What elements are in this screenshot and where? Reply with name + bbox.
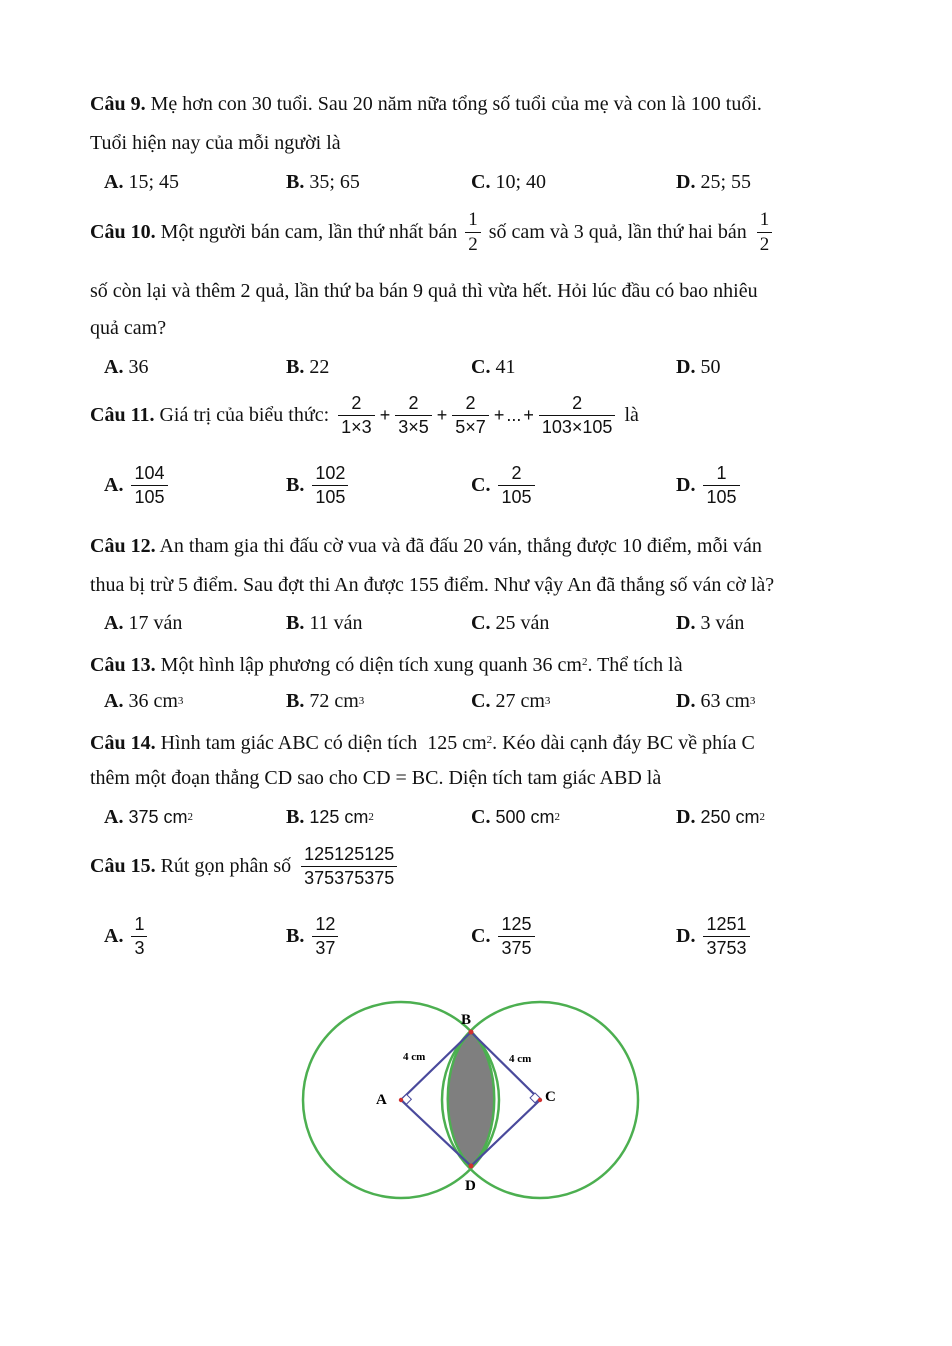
q11-plus-3: +	[493, 404, 505, 425]
q10-fraction-2: $\frac{1}{2}$	[757, 210, 773, 255]
q14-text-1b: . Kéo dài cạnh đáy BC về phía C	[492, 732, 755, 754]
q14-text-2: thêm một đoạn thẳng CD sao cho CD = BC. Diện tích tam giác ABD là	[90, 767, 662, 789]
q13-option-d: D. 63 cm 3	[676, 690, 756, 712]
q11-label: Câu 11.	[90, 403, 155, 426]
q11-dots: ...	[506, 404, 522, 425]
q14-option-b: B. 125 cm 2	[286, 806, 374, 828]
q12-text-1: An tham gia thi đấu cờ vua và đã đấu 20 ván, thắng được 10 điểm, mỗi ván	[159, 535, 762, 557]
q15-label: Câu 15.	[90, 854, 156, 877]
q11-term-2: $\frac{2}{3\times 5}$	[395, 394, 432, 437]
q13-option-b: B. 72 cm 3	[286, 690, 365, 712]
label-b: B	[461, 1012, 472, 1028]
q12-option-b: B. 11 ván	[286, 612, 363, 634]
q14-option-a: A. 375 cm 2	[104, 806, 193, 828]
q11-option-c: C. $\frac{2}{105}$	[471, 464, 539, 507]
point-d	[469, 1164, 474, 1169]
q15-option-b: B. $\frac{12}{37}$	[286, 915, 342, 958]
q15-option-a: A. $\frac{1}{3}$	[104, 915, 151, 958]
q10-option-c: C. 41	[471, 356, 516, 378]
q9-option-b: B. 35; 65	[286, 171, 360, 193]
q11-plus-4: +	[523, 404, 534, 425]
label-a: A	[376, 1092, 387, 1108]
q10-option-b: B. 22	[286, 356, 330, 378]
q12-label: Câu 12.	[90, 535, 156, 557]
q14-label: Câu 14.	[90, 732, 156, 754]
q14-text-1a: Hình tam giác ABC có diện tích	[160, 732, 418, 754]
label-d: D	[465, 1178, 476, 1194]
q10-text-1a: Một người bán cam, lần thứ nhất bán	[160, 220, 458, 243]
q11-text: Giá trị của biểu thức:	[159, 403, 330, 426]
q15-fraction: $\frac{125125125}{375375375}$	[301, 845, 397, 888]
q14-line-1	[90, 728, 755, 755]
q10-text-1b: số cam và 3 quả, lần thứ hai bán	[488, 220, 747, 243]
q13-text-b: . Thể tích là	[587, 654, 683, 676]
q11-line	[90, 394, 639, 437]
label-c: C	[545, 1089, 556, 1105]
q9-label: Câu 9.	[90, 93, 146, 115]
geometry-figure	[296, 1000, 646, 1200]
point-b	[469, 1030, 474, 1035]
side-label-left: 4 cm	[403, 1051, 426, 1063]
q11-option-d: D. $\frac{1}{105}$	[676, 464, 744, 507]
q13-area: 36 $cm^2$	[532, 654, 588, 676]
q9-text-2: Tuổi hiện nay của mỗi người là	[90, 132, 341, 154]
q12-option-d: D. 3 ván	[676, 612, 745, 634]
q11-option-b: B. $\frac{102}{105}$	[286, 464, 352, 507]
q14-option-d: D. 250 cm 2	[676, 806, 765, 828]
q11-term-3: $\frac{2}{5\times 7}$	[452, 394, 489, 437]
q13-text-a: Một hình lập phương có diện tích xung quanh	[160, 654, 528, 676]
q10-line-1	[90, 210, 772, 255]
q14-area: 125 $cm^2$	[427, 732, 493, 754]
point-a	[399, 1098, 403, 1102]
q15-line	[90, 845, 401, 888]
q11-term-4: $\frac{2}{103\times 105}$	[539, 394, 616, 437]
q10-fraction-1: $\frac{1}{2}$	[465, 210, 481, 255]
q13-line	[90, 650, 683, 677]
q11-plus-1: +	[379, 404, 391, 425]
q10-text-3: quả cam?	[90, 317, 167, 339]
q13-option-a: A. 36 cm 3	[104, 690, 184, 712]
q9-option-c: C. 10; 40	[471, 171, 547, 193]
q10-label: Câu 10.	[90, 220, 156, 243]
q9-text-1: Mẹ hơn con 30 tuổi. Sau 20 năm nữa tổng số tuổi của mẹ và con là 100 tuổi.	[150, 93, 762, 115]
q9-option-a: A. 15; 45	[104, 171, 180, 193]
q15-text: Rút gọn phân số	[160, 854, 292, 877]
q13-option-c: C. 27 cm 3	[471, 690, 551, 712]
q12-option-c: C. 25 ván	[471, 612, 550, 634]
q13-label: Câu 13.	[90, 654, 156, 676]
side-label-right: 4 cm	[509, 1053, 532, 1065]
point-c	[538, 1098, 542, 1102]
q10-text-2: số còn lại và thêm 2 quả, lần thứ ba bán 9 quả thì vừa hết. Hỏi lúc đầu có bao nhiêu	[90, 280, 758, 302]
q9-option-d: D. 25; 55	[676, 171, 752, 193]
q12-text-2: thua bị trừ 5 điểm. Sau đợt thi An được 155 điểm. Như vậy An đã thắng số ván cờ là?	[90, 574, 775, 596]
q11-plus-2: +	[436, 404, 448, 425]
q11-option-a: A. $\frac{104}{105}$	[104, 464, 172, 507]
q15-option-d: D. $\frac{1251}{3753}$	[676, 915, 754, 958]
q11-suffix: là	[624, 403, 639, 426]
q9-line-1	[90, 92, 762, 116]
q10-option-a: A. 36	[104, 356, 149, 378]
q11-term-1: $\frac{2}{1\times 3}$	[338, 394, 375, 437]
q12-option-a: A. 17 ván	[104, 612, 183, 634]
q14-option-c: C. 500 cm 2	[471, 806, 560, 828]
q12-line-1	[90, 534, 762, 558]
q10-option-d: D. 50	[676, 356, 721, 378]
q15-option-c: C. $\frac{125}{375}$	[471, 915, 539, 958]
